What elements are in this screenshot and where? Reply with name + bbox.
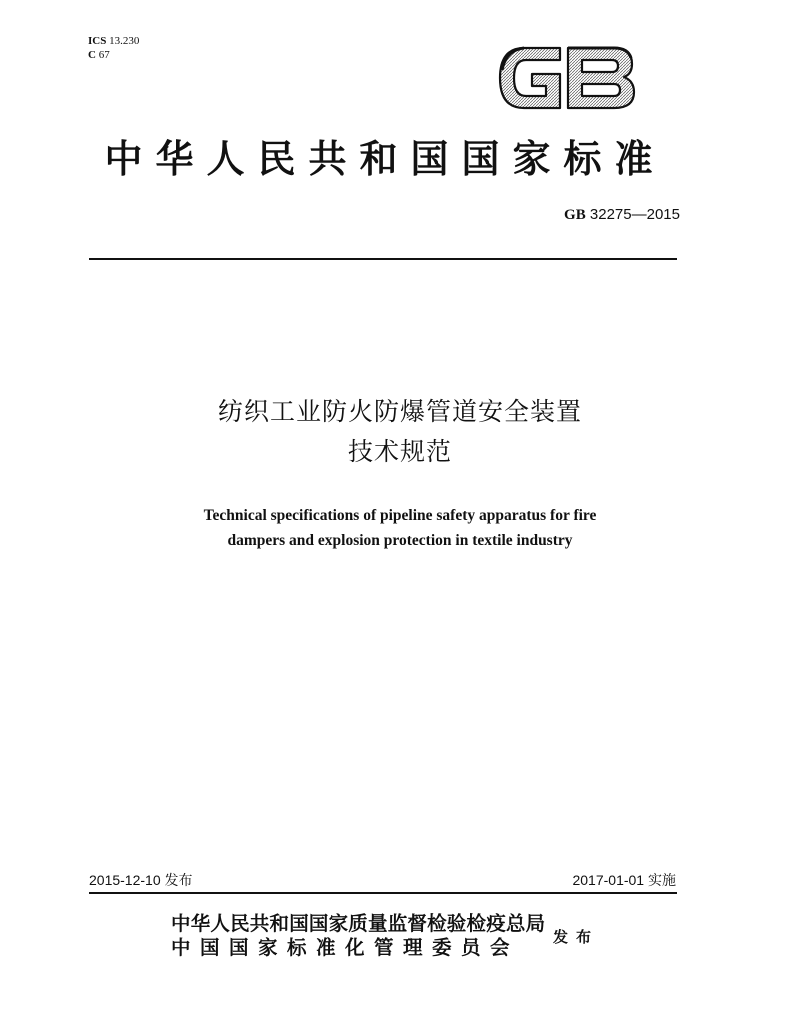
issuer-line-1: 中华人民共和国国家质量监督检验检疫总局 — [171, 912, 546, 935]
release-label: 发布 — [553, 928, 600, 946]
implementation-date-label: 实施 — [648, 872, 676, 888]
english-title-line2: dampers and explosion protection in textile industry — [227, 532, 573, 549]
classification-codes — [88, 34, 139, 62]
issue-date-value: 2015-12-10 — [89, 872, 161, 888]
ccs-line — [88, 48, 139, 62]
implementation-date-value: 2017-01-01 — [572, 872, 645, 888]
standard-number-value: 32275—2015 — [589, 206, 680, 223]
chinese-title-line1: 纺织工业防火防爆管道安全装置 — [217, 397, 582, 426]
chinese-title-line2: 技术规范 — [347, 437, 452, 466]
ccs-label: C — [88, 49, 96, 61]
english-title-line1: Technical specifications of pipeline safety apparatus for fire — [203, 507, 597, 524]
gb-logo — [494, 40, 638, 116]
footer-divider — [89, 892, 677, 894]
issue-date-label: 发布 — [164, 872, 193, 888]
standard-prefix: GB — [564, 207, 586, 223]
standard-category: 中华人民共和国国家标准 — [104, 136, 666, 181]
issue-date — [89, 870, 193, 890]
issuer-line-2: 中国国家标准化管理委员会 — [171, 936, 520, 959]
ics-line — [88, 34, 139, 48]
english-title — [0, 503, 800, 553]
ics-label: ICS — [88, 35, 107, 47]
ics-value: 13.230 — [109, 35, 140, 47]
chinese-title — [0, 392, 800, 472]
ccs-value: 67 — [98, 49, 110, 61]
standard-number — [564, 206, 680, 224]
header-divider — [89, 258, 677, 260]
implementation-date — [572, 870, 676, 890]
